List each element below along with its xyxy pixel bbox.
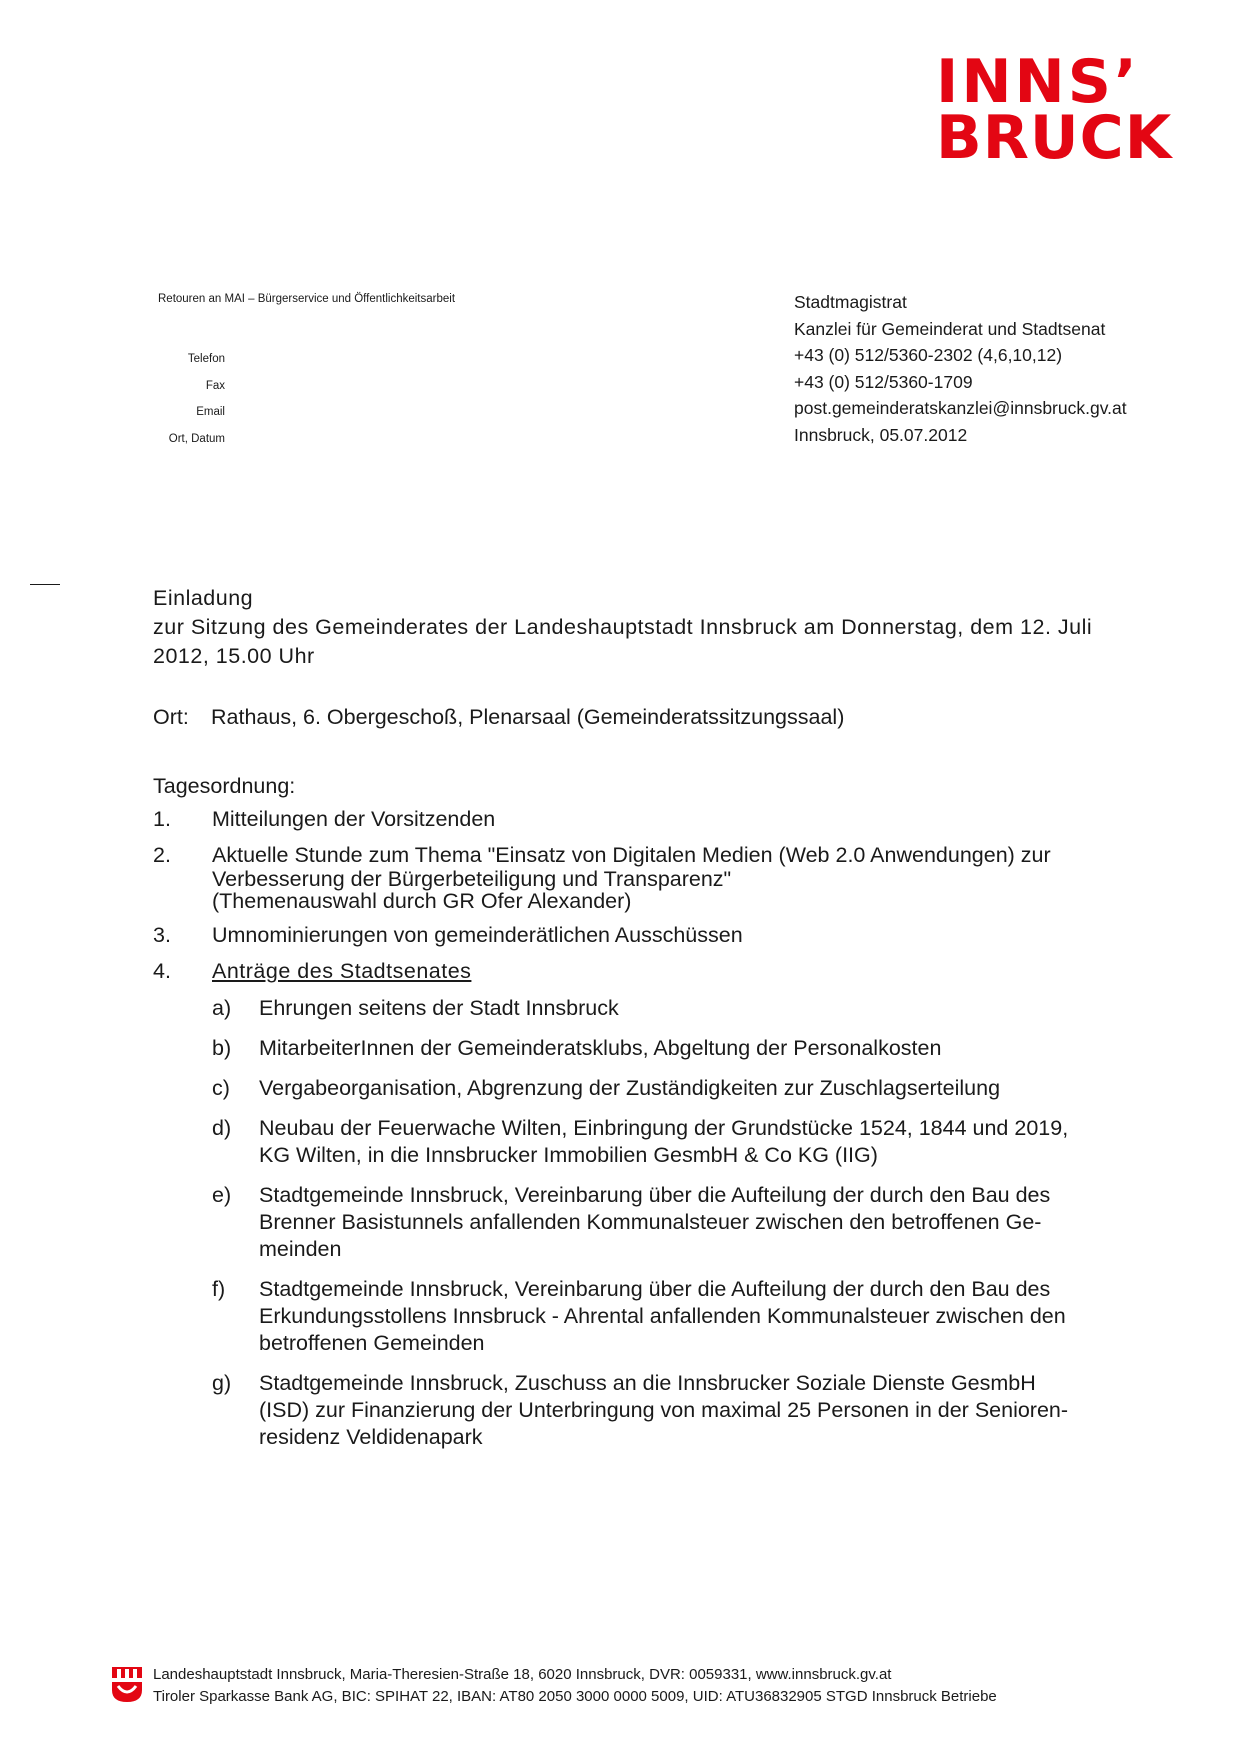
agenda-item-line: Aktuelle Stunde zum Thema "Einsatz von Digitalen Medien (Web 2.0 Anwendungen) zur xyxy=(212,843,1051,867)
agenda-item-number: 2. xyxy=(153,843,171,867)
agenda-subitem-text xyxy=(259,1276,1133,1357)
department-name: Kanzlei für Gemeinderat und Stadtsenat xyxy=(794,318,1106,339)
agenda-subitem xyxy=(212,1182,1133,1263)
invitation-subject-line-2: 2012, 15.00 Uhr xyxy=(153,644,315,668)
agenda-subitem-line: Stadtgemeinde Innsbruck, Vereinbarung über die Aufteilung der durch den Bau des xyxy=(259,1183,1051,1207)
agenda-subitem-line: betroffenen Gemeinden xyxy=(259,1331,485,1355)
agenda-subitem-letter: a) xyxy=(212,996,232,1020)
location-value: Rathaus, 6. Obergeschoß, Plenarsaal (Gemeinderatssitzungssaal) xyxy=(211,705,845,729)
agenda-item-line: (Themenauswahl durch GR Ofer Alexander) xyxy=(212,889,632,913)
agenda-subitem-letter: g) xyxy=(212,1371,232,1395)
agenda-subitem-text xyxy=(259,1182,1133,1263)
footer-bank-line: Tiroler Sparkasse Bank AG, BIC: SPIHAT 22, IBAN: AT80 2050 3000 0000 5009, UID: ATU36832905 STGD Innsbruck Betriebe xyxy=(153,1688,997,1705)
agenda-item-text: Anträge des Stadtsenates xyxy=(212,959,472,983)
agenda-subitem-line: Stadtgemeinde Innsbruck, Zuschuss an die Innsbrucker Soziale Dienste GesmbH xyxy=(259,1371,1036,1395)
place-date-value: Innsbruck, 05.07.2012 xyxy=(794,424,968,445)
agenda-subitem-text xyxy=(259,1075,1133,1102)
agenda-subitem-line: KG Wilten, in die Innsbrucker Immobilien GesmbH & Co KG (IIG) xyxy=(259,1143,878,1167)
agenda-subitem-line: MitarbeiterInnen der Gemeinderatsklubs, Abgeltung der Personalkosten xyxy=(259,1036,942,1060)
agenda-item-number: 3. xyxy=(153,923,171,947)
agenda-subitem-line: meinden xyxy=(259,1237,342,1261)
agenda-item-text xyxy=(212,843,1133,912)
email-value: post.gemeinderatskanzlei@innsbruck.gv.at xyxy=(794,398,1127,418)
agenda-subitem-letter: d) xyxy=(212,1116,232,1140)
innsbruck-coat-of-arms-icon xyxy=(110,1664,144,1704)
email-label: Email xyxy=(196,406,225,418)
agenda-item-text: Mitteilungen der Vorsitzenden xyxy=(212,807,496,831)
agenda-item-line: Verbesserung der Bürgerbeteiligung und Transparenz" xyxy=(212,867,732,891)
agenda-subitem-letter: b) xyxy=(212,1036,232,1060)
agenda-subitem xyxy=(212,1035,1133,1062)
agenda-subitem-text xyxy=(259,1115,1133,1169)
agenda-item xyxy=(153,959,1133,984)
agenda-subitem-line: Neubau der Feuerwache Wilten, Einbringung der Grundstücke 1524, 1844 und 2019, xyxy=(259,1116,1069,1140)
agenda-item-text: Umnominierungen von gemeinderätlichen Ausschüssen xyxy=(212,923,743,947)
logo-line-2: BRUCK xyxy=(936,103,1173,173)
agenda-subitem-letter: c) xyxy=(212,1076,230,1100)
footer xyxy=(153,1664,997,1708)
agenda-subitem-line: (ISD) zur Finanzierung der Unterbringung von maximal 25 Personen in der Senioren- xyxy=(259,1398,1069,1422)
phone-label: Telefon xyxy=(187,353,225,365)
agenda-subitem xyxy=(212,1075,1133,1102)
agenda-heading: Tagesordnung: xyxy=(153,774,296,798)
fold-marker xyxy=(30,584,60,585)
office-name: Stadtmagistrat xyxy=(794,292,907,312)
agenda-subitem-line: Erkundungsstollens Innsbruck - Ahrental anfallenden Kommunalsteuer zwischen den xyxy=(259,1304,1066,1328)
agenda-subitem-line: residenz Veldidenapark xyxy=(259,1425,483,1449)
agenda-subitem xyxy=(212,1115,1133,1169)
location-row xyxy=(153,705,1133,730)
agenda-subitem-line: Stadtgemeinde Innsbruck, Vereinbarung über die Aufteilung der durch den Bau des xyxy=(259,1277,1051,1301)
agenda-subitem xyxy=(212,995,1133,1022)
agenda-subitem-letter: e) xyxy=(212,1183,232,1207)
agenda-item xyxy=(153,807,1133,832)
fax-value: +43 (0) 512/5360-1709 xyxy=(794,371,973,392)
invitation-body xyxy=(153,584,1133,1464)
agenda-subitem xyxy=(212,1276,1133,1357)
agenda-item-number: 1. xyxy=(153,807,171,831)
invitation-subject-line-1: zur Sitzung des Gemeinderates der Landeshauptstadt Innsbruck am Donnerstag, dem 12. Juli xyxy=(153,615,1093,639)
agenda-subitem-line: Vergabeorganisation, Abgrenzung der Zuständigkeiten zur Zuschlagserteilung xyxy=(259,1076,1001,1100)
agenda-subitem-text xyxy=(259,1035,1133,1062)
place-date-label: Ort, Datum xyxy=(168,432,225,445)
invitation-heading: Einladung xyxy=(153,586,254,610)
return-address: Retouren an MAI – Bürgerservice und Öffentlichkeitsarbeit xyxy=(158,293,456,305)
agenda-subitem xyxy=(212,1370,1133,1451)
agenda-subitem-line: Ehrungen seitens der Stadt Innsbruck xyxy=(259,996,619,1020)
agenda-item-number: 4. xyxy=(153,959,171,983)
agenda-subitem-text xyxy=(259,1370,1133,1451)
fax-label: Fax xyxy=(205,379,225,392)
agenda-subitem-line: Brenner Basistunnels anfallenden Kommunalsteuer zwischen den betroffenen Ge- xyxy=(259,1210,1042,1234)
footer-address-line: Landeshauptstadt Innsbruck, Maria-Theresien-Straße 18, 6020 Innsbruck, DVR: 0059331, www.innsbruck.gv.at xyxy=(153,1666,892,1683)
logo-line-1: INNS’ xyxy=(936,47,1140,117)
agenda-list xyxy=(153,807,1133,1451)
agenda-item xyxy=(153,923,1133,948)
agenda-subitem-letter: f) xyxy=(212,1277,226,1301)
phone-value: +43 (0) 512/5360-2302 (4,6,10,12) xyxy=(794,345,1063,365)
agenda-item xyxy=(153,843,1133,912)
agenda-subitems xyxy=(212,995,1133,1451)
agenda-subitem-text xyxy=(259,995,1133,1022)
innsbruck-logo xyxy=(936,47,1173,173)
location-label: Ort: xyxy=(153,705,189,729)
